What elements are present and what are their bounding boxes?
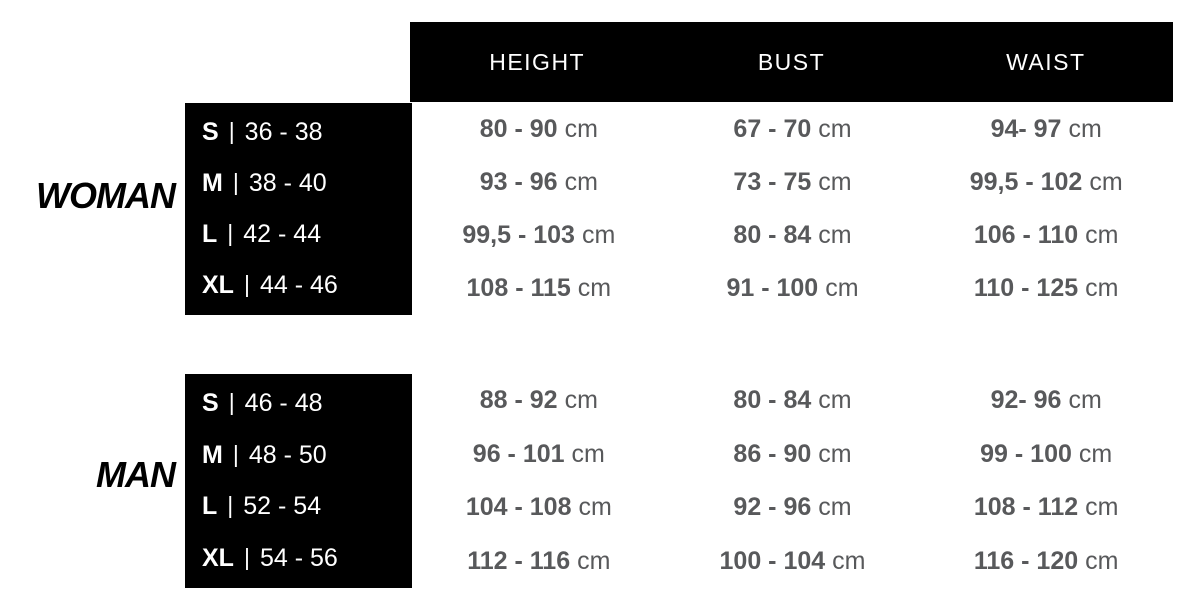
measurement-unit: cm	[818, 439, 852, 468]
height-value	[412, 262, 666, 315]
measurement-unit: cm	[564, 115, 598, 143]
measurement-unit: cm	[581, 221, 616, 249]
measurement-unit: cm	[818, 386, 852, 415]
bust-value	[666, 374, 920, 428]
measurement-number: 99,5 - 102	[969, 168, 1083, 196]
man-size-column	[185, 374, 412, 588]
separator: |	[227, 492, 234, 519]
measurement-number: 116 - 120	[973, 546, 1079, 575]
measurement-unit: cm	[1078, 439, 1113, 468]
size-letter: XL	[202, 543, 234, 572]
measurement-number: 99 - 100	[980, 439, 1072, 468]
measurement-number: 93 - 96	[479, 168, 558, 196]
table-row	[412, 428, 1173, 482]
size-letter: L	[202, 220, 218, 248]
measurement-unit: cm	[1085, 221, 1119, 249]
waist-value	[919, 374, 1173, 428]
bust-value	[666, 156, 920, 209]
measurement-number: 99,5 - 103	[462, 221, 575, 249]
waist-value	[919, 103, 1173, 156]
size-range: 46 - 48	[244, 389, 323, 418]
measurement-unit: cm	[577, 546, 611, 575]
size-range: 36 - 38	[244, 118, 323, 146]
size-letter: M	[202, 169, 223, 197]
bust-value	[666, 481, 920, 535]
size-range: 52 - 54	[243, 492, 322, 521]
size-range: 38 - 40	[248, 169, 327, 197]
table-row	[412, 481, 1173, 535]
measurement-unit: cm	[1085, 493, 1119, 522]
measurement-number: 110 - 125	[973, 274, 1079, 302]
bust-value	[666, 535, 920, 589]
height-value	[412, 374, 666, 428]
size-cell-woman-xl	[185, 260, 412, 311]
measurement-number: 80 - 90	[479, 115, 558, 143]
measurement-number: 88 - 92	[479, 386, 558, 415]
table-row	[412, 535, 1173, 589]
height-value	[412, 481, 666, 535]
measurement-number: 91 - 100	[726, 274, 819, 302]
size-range: 44 - 46	[259, 271, 338, 299]
bust-value	[666, 428, 920, 482]
measurement-unit: cm	[1085, 274, 1119, 302]
column-header-height: HEIGHT	[489, 48, 586, 75]
separator: |	[227, 220, 234, 246]
size-letter: M	[202, 440, 223, 469]
table-row	[412, 262, 1173, 315]
table-row	[412, 209, 1173, 262]
measurement-number: 80 - 84	[733, 221, 812, 249]
measurement-number: 86 - 90	[733, 439, 812, 468]
size-range: 42 - 44	[243, 220, 322, 248]
measurement-number: 108 - 115	[466, 274, 571, 302]
size-letter: S	[202, 389, 219, 418]
group-label-woman: WOMAN	[36, 175, 175, 216]
group-label-man: MAN	[96, 454, 175, 495]
measurement-unit: cm	[1068, 386, 1102, 415]
measurement-number: 92- 96	[990, 386, 1062, 415]
man-measurements	[412, 374, 1173, 588]
measurement-unit: cm	[818, 115, 852, 143]
measurement-number: 100 - 104	[719, 546, 826, 575]
waist-value	[919, 428, 1173, 482]
size-cell-woman-s	[185, 107, 412, 158]
size-cell-man-m	[185, 430, 412, 482]
height-value	[412, 428, 666, 482]
measurement-unit: cm	[825, 274, 859, 302]
separator: |	[243, 543, 250, 570]
measurement-unit: cm	[571, 439, 605, 468]
column-header-waist: WAIST	[1006, 48, 1086, 75]
woman-size-column	[185, 103, 412, 315]
measurement-number: 92 - 96	[733, 493, 812, 522]
size-cell-man-s	[185, 378, 412, 430]
measurement-number: 104 - 108	[465, 493, 572, 522]
measurement-unit: cm	[564, 386, 598, 415]
measurement-number: 80 - 84	[733, 386, 812, 415]
woman-measurements	[412, 103, 1173, 315]
table-header	[410, 22, 1173, 102]
waist-value	[919, 481, 1173, 535]
waist-value	[919, 535, 1173, 589]
height-value	[412, 103, 666, 156]
table-row	[412, 156, 1173, 209]
waist-value	[919, 156, 1173, 209]
size-range: 48 - 50	[248, 440, 327, 469]
separator: |	[228, 118, 235, 144]
measurement-number: 73 - 75	[733, 168, 812, 196]
bust-value	[666, 209, 920, 262]
size-cell-woman-l	[185, 209, 412, 260]
measurement-unit: cm	[577, 274, 612, 302]
size-cell-man-xl	[185, 533, 412, 585]
column-header-bust: BUST	[757, 48, 826, 75]
measurement-unit: cm	[832, 546, 866, 575]
measurement-number: 96 - 101	[472, 439, 565, 468]
measurement-number: 106 - 110	[973, 221, 1079, 249]
height-value	[412, 535, 666, 589]
table-row	[412, 374, 1173, 428]
measurement-unit: cm	[1068, 115, 1102, 143]
measurement-unit: cm	[818, 493, 852, 522]
measurement-unit: cm	[578, 493, 612, 522]
measurement-number: 112 - 116	[467, 546, 571, 575]
separator: |	[228, 389, 235, 416]
size-range: 54 - 56	[259, 543, 338, 572]
size-cell-woman-m	[185, 158, 412, 209]
bust-value	[666, 262, 920, 315]
separator: |	[232, 169, 239, 195]
size-cell-man-l	[185, 481, 412, 533]
measurement-number: 94- 97	[990, 115, 1062, 143]
size-letter: XL	[202, 271, 234, 299]
separator: |	[243, 271, 250, 297]
measurement-number: 108 - 112	[973, 493, 1079, 522]
height-value	[412, 156, 666, 209]
size-letter: L	[202, 492, 218, 521]
table-row	[412, 103, 1173, 156]
measurement-unit: cm	[1085, 546, 1119, 575]
waist-value	[919, 262, 1173, 315]
separator: |	[232, 440, 239, 467]
measurement-unit: cm	[818, 221, 852, 249]
size-letter: S	[202, 118, 219, 146]
measurement-unit: cm	[564, 168, 598, 196]
bust-value	[666, 103, 920, 156]
measurement-unit: cm	[1089, 168, 1123, 196]
waist-value	[919, 209, 1173, 262]
measurement-unit: cm	[818, 168, 852, 196]
height-value	[412, 209, 666, 262]
measurement-number: 67 - 70	[733, 115, 812, 143]
